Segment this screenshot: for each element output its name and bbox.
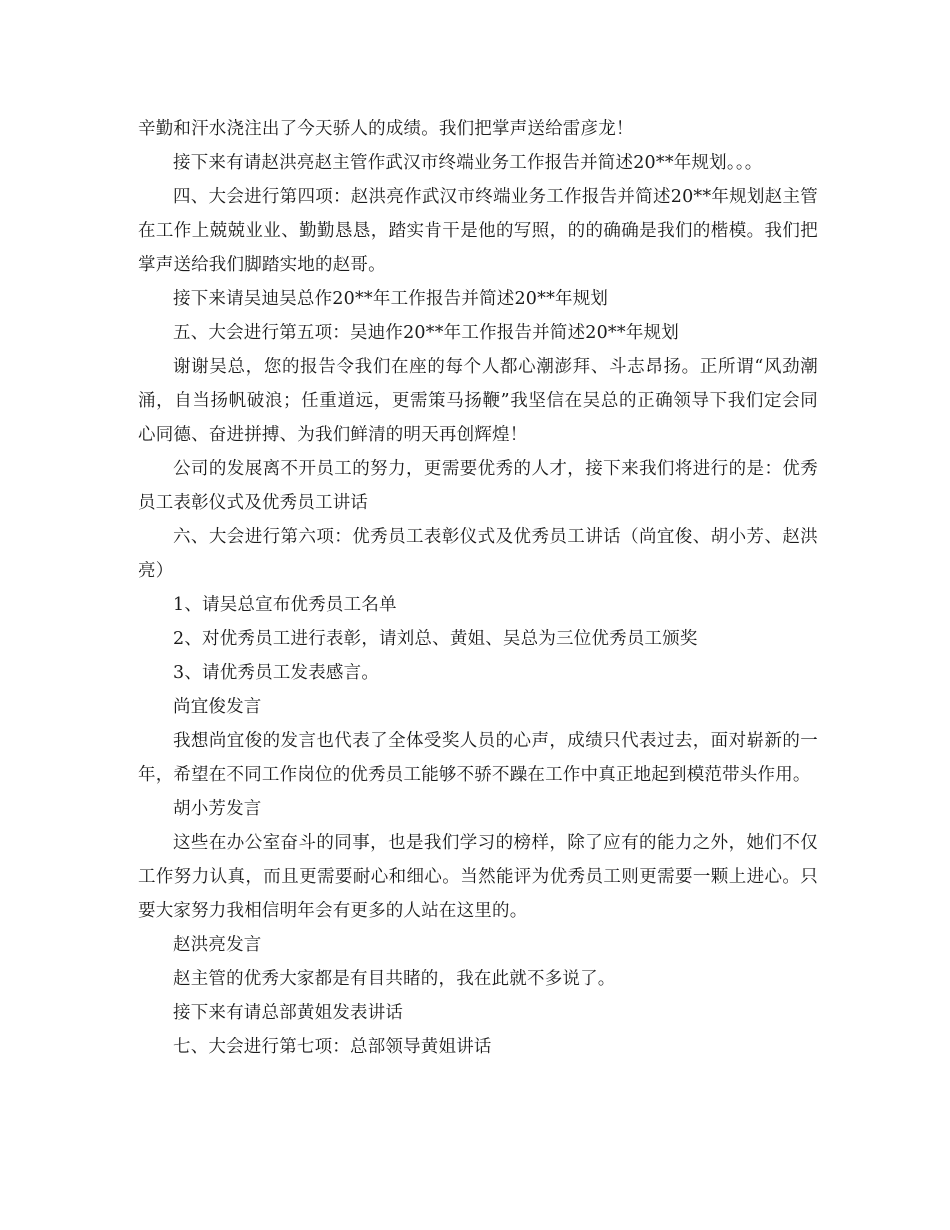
paragraph-2: 接下来有请赵洪亮赵主管作武汉市终端业务工作报告并简述20**年规划。。。: [173, 153, 763, 173]
speaker-heading-1: 尚宜俊发言: [173, 697, 262, 717]
document-body: [138, 112, 818, 1064]
paragraph-4: 接下来请吴迪吴总作20**年工作报告并简述20**年规划: [173, 289, 609, 309]
list-item-2: 2、对优秀员工进行表彰，请刘总、黄姐、吴总为三位优秀员工颁奖: [173, 629, 698, 649]
list-item-1: 1、请吴总宣布优秀员工名单: [173, 595, 397, 615]
paragraph-12: 接下来有请总部黄姐发表讲话: [173, 1003, 404, 1023]
paragraph-7: 公司的发展离不开员工的努力，更需要优秀的人才，接下来我们将进行的是：优秀员工表彰仪式及优秀员工讲话: [138, 459, 818, 513]
paragraph-13: 七、大会进行第七项：总部领导黄姐讲话: [173, 1037, 492, 1057]
paragraph-11: 赵主管的优秀大家都是有目共睹的，我在此就不多说了。: [173, 969, 616, 989]
paragraph-6: 谢谢吴总，您的报告令我们在座的每个人都心潮澎拜、斗志昂扬。正所谓“风劲潮涌，自当扬帆破浪；任重道远，更需策马扬鞭”我坚信在吴总的正确领导下我们定会同心同德、奋进拼搏、为我们鲜清的明天再创辉煌！: [138, 357, 818, 445]
speaker-heading-2: 胡小芳发言: [173, 799, 262, 819]
paragraph-1: 辛勤和汗水浇注出了今天骄人的成绩。我们把掌声送给雷彦龙！: [138, 119, 634, 139]
list-item-3: 3、请优秀员工发表感言。: [173, 663, 380, 683]
paragraph-8: 六、大会进行第六项：优秀员工表彰仪式及优秀员工讲话（尚宜俊、胡小芳、赵洪亮）: [138, 527, 818, 581]
paragraph-3: 四、大会进行第四项：赵洪亮作武汉市终端业务工作报告并简述20**年规划赵主管在工作上兢兢业业、勤勤恳恳，踏实肯干是他的写照，的的确确是我们的楷模。我们把掌声送给我们脚踏实地的赵哥。: [138, 187, 818, 275]
paragraph-5: 五、大会进行第五项：吴迪作20**年工作报告并简述20**年规划: [173, 323, 679, 343]
paragraph-9: 我想尚宜俊的发言也代表了全体受奖人员的心声，成绩只代表过去，面对崭新的一年，希望在不同工作岗位的优秀员工能够不骄不躁在工作中真正地起到模范带头作用。: [138, 731, 818, 785]
paragraph-10: 这些在办公室奋斗的同事，也是我们学习的榜样，除了应有的能力之外，她们不仅工作努力认真，而且更需要耐心和细心。当然能评为优秀员工则更需要一颗上进心。只要大家努力我相信明年会有更多的人站在这里的。: [138, 833, 818, 921]
speaker-heading-3: 赵洪亮发言: [173, 935, 262, 955]
